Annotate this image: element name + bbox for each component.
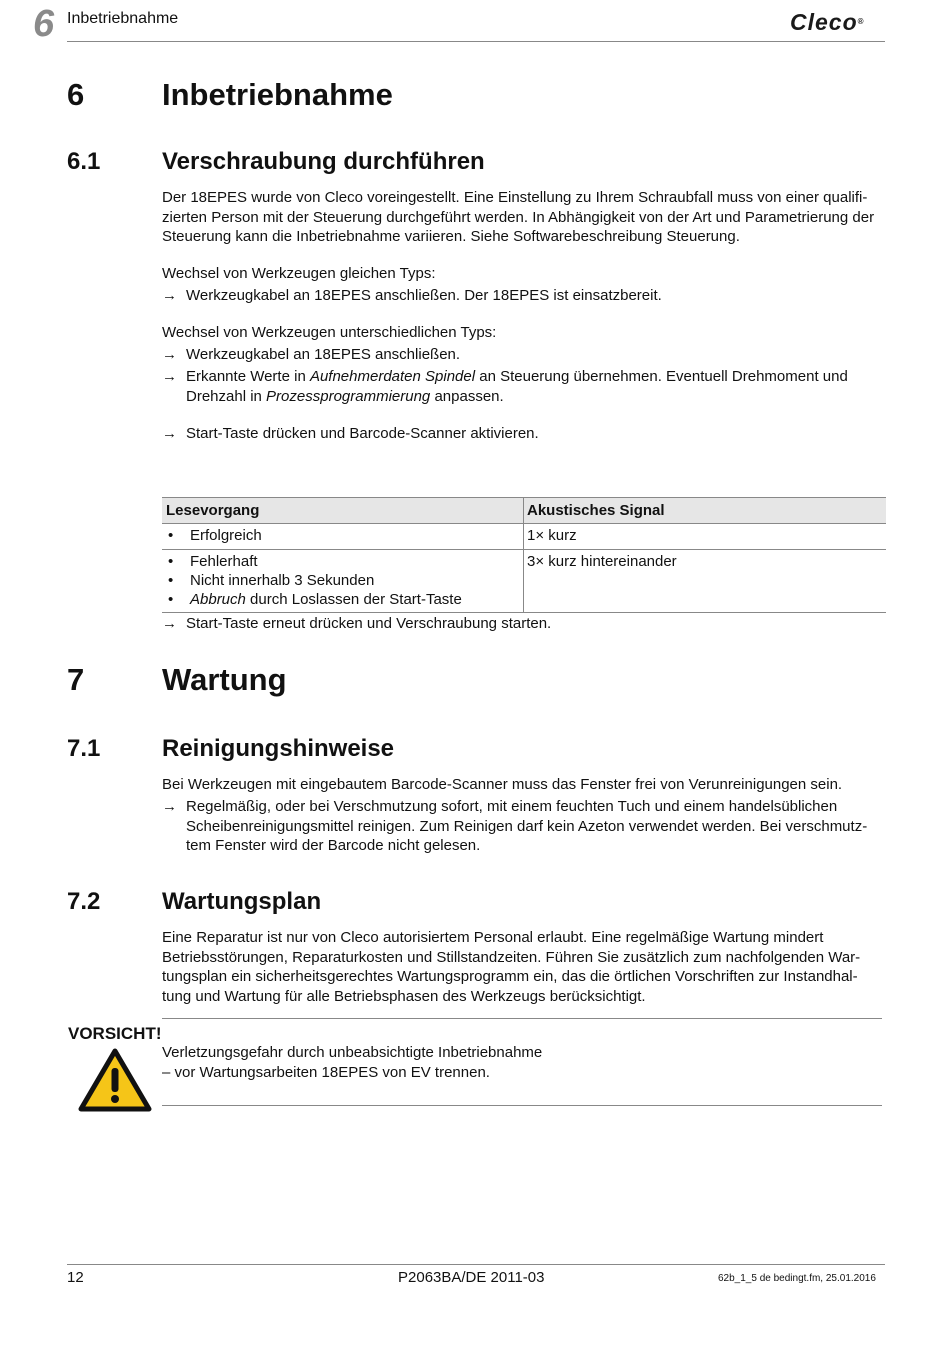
arrow-icon: → — [162, 287, 177, 304]
page-number: 12 — [67, 1269, 84, 1286]
caution-text: Verletzungsgefahr durch unbeabsichtigte Inbetriebnahme – vor Wartungsarbeiten 18EPES von EV trennen. — [162, 1044, 543, 1081]
signal-table — [162, 497, 886, 613]
arrow-icon: → — [162, 798, 177, 815]
caution-top-rule — [162, 1018, 882, 1019]
intro-line: Steuerung kann die Inbetriebnahme variieren. Siehe Softwarebeschreibung Steuerung. — [162, 228, 740, 245]
column-divider — [523, 498, 524, 523]
table-header-row — [162, 497, 886, 524]
diff-type-label: Wechsel von Werkzeugen unterschiedlichen Typs: — [162, 324, 497, 341]
arrow-icon: → — [162, 368, 177, 385]
section-7-2-text: Eine Reparatur ist nur von Cleco autorisiertem Personal erlaubt. Eine regelmäßige Wartung mindert Betriebsstörungen, Reparaturkosten und Stillstandzeiten. Führen Sie zusätzlich zum nachfolgenden War- tungsplan ein sicherheitsgerechtes Wartungsprogramm ein, das die örtlichen Vorschriften zur Instandhal- tung und Wartung für alle Betriebsphasen des Werkzeugs berücksichtigt. — [162, 929, 861, 1005]
table-row — [162, 550, 886, 613]
column-divider — [523, 524, 524, 549]
diff-type-step-3: → Start-Taste drücken und Barcode-Scanner aktivieren. — [162, 425, 539, 442]
table-cell: • Fehlerhaft • Nicht innerhalb 3 Sekunden • Abbruch durch Loslassen der Start-Taste — [168, 553, 462, 608]
section-7-1-intro: Bei Werkzeugen mit eingebautem Barcode-Scanner muss das Fenster frei von Verunreinigungen sein. — [162, 776, 843, 793]
section-6-1-title: Verschraubung durchführen — [162, 148, 485, 175]
document-id: P2063BA/DE 2011-03 — [398, 1269, 545, 1286]
section-7-2-number: 7.2 — [67, 888, 101, 915]
table-cell: • Erfolgreich — [168, 527, 262, 544]
table-cell: 3× kurz hintereinander — [527, 553, 677, 570]
cleaning-step: → Regelmäßig, oder bei Verschmutzung sofort, mit einem feuchten Tuch und einem handelsüblichen Scheibenreinigungsmittel reinigen. Zum Reinigen darf kein Azeton verwendet werden. Bei verschmutz- tem Fenster wird der Barcode nicht gelesen. — [162, 798, 868, 854]
header-rule — [67, 41, 885, 42]
section-6-number: 6 — [67, 77, 85, 112]
running-header-title: Inbetriebnahme — [67, 10, 179, 27]
section-7-2-title: Wartungsplan — [162, 888, 322, 915]
arrow-icon: → — [162, 425, 177, 442]
file-reference: 62b_1_5 de bedingt.fm, 25.01.2016 — [718, 1273, 876, 1284]
section-6-1-intro — [162, 188, 884, 247]
section-7-title: Wartung — [162, 662, 287, 697]
warning-triangle-icon — [78, 1048, 152, 1112]
column-divider — [523, 550, 524, 612]
section-6-title: Inbetriebnahme — [162, 77, 393, 112]
diff-type-step-1: → Werkzeugkabel an 18EPES anschließen. — [162, 346, 461, 363]
intro-line: zierten Person mit der Steuerung durchgeführt werden. In Abhängigkeit von der Art und Parametrierung der — [162, 208, 875, 226]
footer-rule — [67, 1264, 885, 1265]
chapter-number: 6 — [33, 3, 55, 45]
caution-bottom-rule — [162, 1105, 882, 1106]
section-7-1-number: 7.1 — [67, 735, 101, 762]
same-type-step: → Werkzeugkabel an 18EPES anschließen. Der 18EPES ist einsatzbereit. — [162, 287, 662, 304]
cleco-logo: Cleco® — [790, 9, 865, 35]
arrow-icon: → — [162, 615, 177, 632]
table-header-cell: Lesevorgang — [166, 502, 260, 519]
caution-label: VORSICHT! — [68, 1024, 162, 1043]
section-7-1-title: Reinigungshinweise — [162, 735, 395, 762]
table-header-cell: Akustisches Signal — [527, 502, 665, 519]
arrow-icon: → — [162, 346, 177, 363]
diff-type-step-2: → Erkannte Werte in Aufnehmerdaten Spindel an Steuerung übernehmen. Eventuell Drehmoment und Drehzahl in Prozessprogrammierung anpassen. — [162, 368, 848, 405]
table-cell: 1× kurz — [527, 527, 577, 544]
final-step: → Start-Taste erneut drücken und Verschraubung starten. — [162, 615, 552, 632]
intro-line: Der 18EPES wurde von Cleco voreingestellt. Eine Einstellung zu Ihrem Schraubfall muss von einer qualifi- — [162, 189, 868, 206]
same-type-label: Wechsel von Werkzeugen gleichen Typs: — [162, 265, 436, 282]
table-row — [162, 524, 886, 550]
section-6-1-number: 6.1 — [67, 148, 101, 175]
section-7-number: 7 — [67, 662, 85, 697]
